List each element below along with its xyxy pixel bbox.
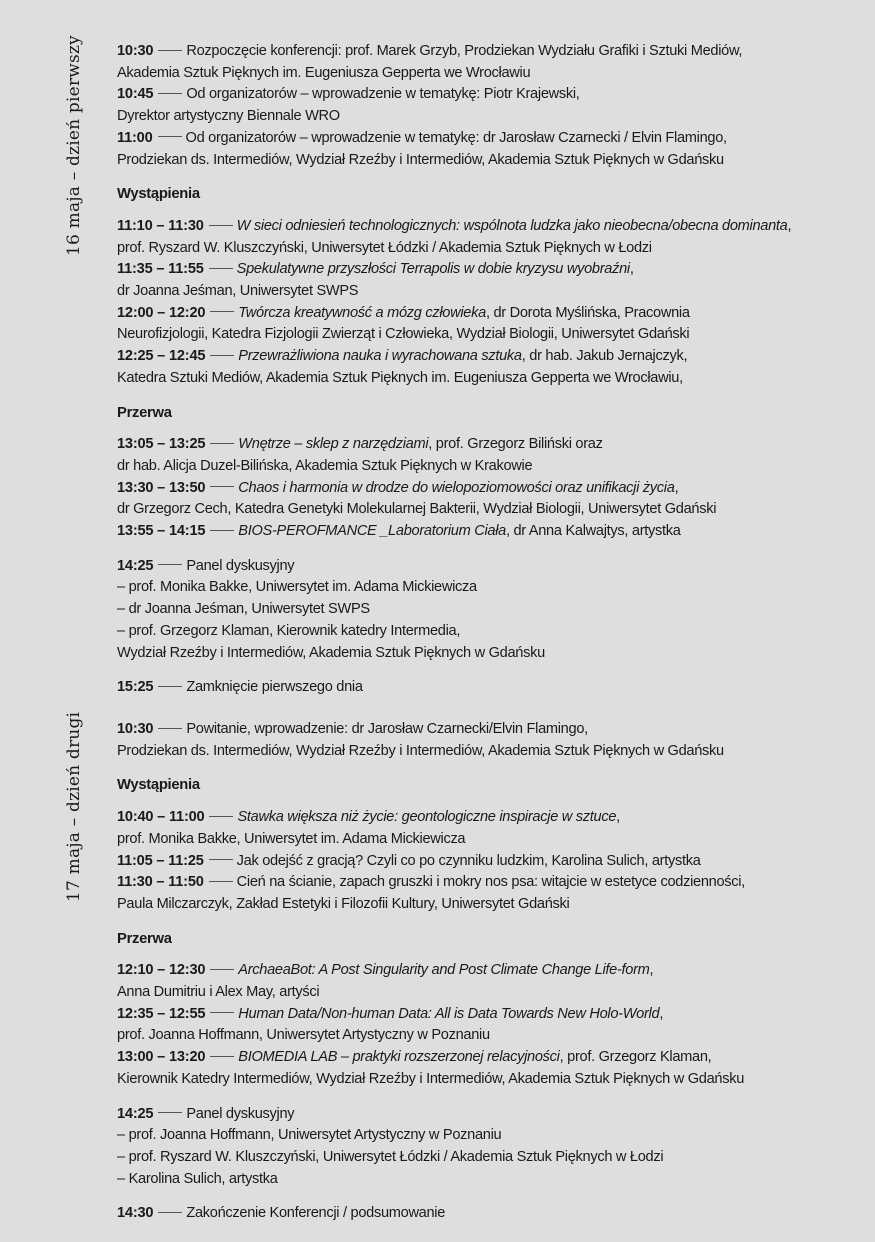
entry-time: 11:30 – 11:50 (117, 874, 204, 891)
talk-rest: , dr Anna Kalwajtys, artystka (505, 523, 681, 540)
section-heading-break: Przerwa (117, 930, 172, 947)
entry-time: 13:30 – 13:50 (117, 479, 206, 496)
entry-time: 13:00 – 13:20 (117, 1049, 206, 1066)
schedule-entry (117, 84, 857, 127)
entry-time: 12:00 – 12:20 (117, 304, 206, 321)
entry-text: Powitanie, wprowadzenie: dr Jarosław Czarnecki/Elvin Flamingo, (186, 721, 588, 737)
talk-speaker: prof. Ryszard W. Kluszczyński, Uniwersytet Łódzki / Akademia Sztuk Pięknych w Łodzi (117, 239, 652, 256)
entry-time: 14:25 (117, 557, 154, 574)
talk-entry (117, 960, 857, 1003)
panel-member: – prof. Ryszard W. Kluszczyński, Uniwersytet Łódzki / Akademia Sztuk Pięknych w Łodzi (117, 1148, 664, 1165)
entry-text: Od organizatorów – wprowadzenie w tematykę: dr Jarosław Czarnecki / Elvin Flamingo, (185, 129, 727, 146)
talk-rest: , dr hab. Jakub Jernajczyk, (521, 348, 688, 365)
talk-speaker: prof. Joanna Hoffmann, Uniwersytet Artystyczny w Poznaniu (117, 1027, 490, 1044)
panel-title: Panel dyskusyjny (186, 1105, 295, 1122)
talk-rest: , (659, 1005, 664, 1022)
talk-rest: , (649, 962, 654, 979)
talk-speaker: Katedra Sztuki Mediów, Akademia Sztuk Pięknych im. Eugeniusza Gepperta we Wrocławiu, (117, 369, 683, 386)
entry-text-cont: Prodziekan ds. Intermediów, Wydział Rzeźby i Intermediów, Akademia Sztuk Pięknych w Gdańsku (117, 742, 724, 759)
schedule-entry (117, 41, 857, 84)
entry-time: 10:45 (117, 86, 154, 103)
entry-text-cont: Dyrektor artystyczny Biennale WRO (117, 108, 340, 125)
entry-time: 11:05 – 11:25 (117, 852, 204, 869)
section-heading-talks: Wystąpienia (117, 186, 200, 203)
talk-entry (117, 303, 857, 346)
entry-time: 11:35 – 11:55 (117, 261, 204, 278)
entry-time: 11:00 (117, 129, 153, 146)
talk-entry (117, 807, 857, 850)
entry-time: 10:40 – 11:00 (117, 809, 205, 826)
talk-entry (117, 872, 857, 915)
talk-speaker: dr hab. Alicja Duzel-Bilińska, Akademia Sztuk Pięknych w Krakowie (117, 457, 533, 474)
talk-speaker: Neurofizjologii, Katedra Fizjologii Zwierząt i Człowieka, Wydział Biologii, Uniwersytet Gdański (117, 326, 690, 343)
talk-speaker: dr Grzegorz Cech, Katedra Genetyki Molekularnej Bakterii, Wydział Biologii, Uniwersytet Gdański (117, 501, 717, 518)
talk-rest: Cień na ścianie, zapach gruszki i mokry nos psa: witajcie w estetyce codzienności, (236, 874, 745, 891)
talk-entry (117, 1047, 857, 1090)
entry-text: Zamknięcie pierwszego dnia (186, 679, 363, 696)
entry-time: 12:10 – 12:30 (117, 962, 206, 979)
schedule-entry (117, 719, 857, 762)
talk-entry (117, 521, 857, 543)
talk-title: BIOS-PEROFMANCE _Laboratorium Ciała (238, 523, 506, 540)
entry-time: 15:25 (117, 679, 154, 696)
panel-title: Panel dyskusyjny (186, 557, 295, 574)
panel-member: – dr Joanna Jeśman, Uniwersytet SWPS (117, 601, 370, 618)
entry-time: 12:25 – 12:45 (117, 348, 206, 365)
entry-time: 11:10 – 11:30 (117, 217, 204, 234)
talk-entry (117, 259, 857, 302)
entry-time: 13:05 – 13:25 (117, 436, 206, 453)
panel-member: – prof. Joanna Hoffmann, Uniwersytet Artystyczny w Poznaniu (117, 1127, 502, 1144)
talk-rest: , (674, 479, 679, 496)
talk-entry (117, 434, 857, 477)
talk-rest: Jak odejść z gracją? Czyli co po czynniku ludzkim, Karolina Sulich, artystka (236, 852, 701, 869)
talk-entry (117, 851, 857, 873)
panel-member: – prof. Monika Bakke, Uniwersytet im. Adama Mickiewicza (117, 579, 477, 596)
closing-entry (117, 677, 857, 699)
talk-rest: , (616, 809, 620, 826)
talk-title: W sieci odniesień technologicznych: wspólnota ludzka jako nieobecna/obecna dominanta (236, 217, 788, 234)
day-one-label: 16 maja – dzień pierwszy (64, 35, 84, 256)
talk-rest: , prof. Grzegorz Klaman, (559, 1049, 712, 1066)
entry-time: 12:35 – 12:55 (117, 1005, 206, 1022)
talk-title: Twórcza kreatywność a mózg człowieka (238, 304, 486, 321)
section-heading-talks: Wystąpienia (117, 777, 200, 794)
talk-speaker: Kierownik Katedry Intermediów, Wydział Rzeźby i Intermediów, Akademia Sztuk Pięknych w Gdańsku (117, 1070, 745, 1087)
talk-speaker: Paula Milczarczyk, Zakład Estetyki i Filozofii Kultury, Uniwersytet Gdański (117, 895, 570, 912)
panel-entry (117, 1104, 857, 1191)
entry-text-cont: Akademia Sztuk Pięknych im. Eugeniusza Gepperta we Wrocławiu (117, 64, 531, 81)
talk-title: Human Data/Non-human Data: All is Data Towards New Holo-World (238, 1005, 660, 1022)
entry-text: Zakończenie Konferencji / podsumowanie (186, 1205, 446, 1222)
talk-rest: , (629, 261, 634, 278)
talk-title: Wnętrze – sklep z narzędziami (238, 436, 429, 453)
section-heading-break: Przerwa (117, 404, 172, 421)
panel-entry (117, 556, 857, 665)
talk-rest: , (787, 217, 792, 234)
panel-member: Wydział Rzeźby i Intermediów, Akademia Sztuk Pięknych w Gdańsku (117, 644, 545, 661)
schedule-entry (117, 128, 857, 171)
entry-time: 14:30 (117, 1205, 154, 1222)
entry-time: 10:30 (117, 721, 154, 737)
entry-time: 13:55 – 14:15 (117, 523, 206, 540)
entry-time: 10:30 (117, 43, 154, 59)
talk-speaker: Anna Dumitriu i Alex May, artyści (117, 984, 320, 1001)
entry-time: 14:25 (117, 1105, 154, 1122)
talk-title: Spekulatywne przyszłości Terrapolis w dobie kryzysu wyobraźni (236, 261, 630, 278)
talk-title: Przewrażliwiona nauka i wyrachowana sztuka (238, 348, 522, 365)
talk-rest: , prof. Grzegorz Biliński oraz (428, 436, 603, 453)
talk-title: ArchaeaBot: A Post Singularity and Post Climate Change Life-form (238, 962, 650, 979)
talk-title: BIOMEDIA LAB – praktyki rozszerzonej relacyjności (238, 1049, 560, 1066)
talk-rest: , dr Dorota Myślińska, Pracownia (485, 304, 690, 321)
entry-text: Rozpoczęcie konferencji: prof. Marek Grzyb, Prodziekan Wydziału Grafiki i Sztuki Mediów, (186, 43, 743, 59)
talk-entry (117, 216, 857, 259)
talk-entry (117, 346, 857, 389)
entry-text-cont: Prodziekan ds. Intermediów, Wydział Rzeźby i Intermediów, Akademia Sztuk Pięknych w Gdańsku (117, 151, 724, 168)
talk-speaker: dr Joanna Jeśman, Uniwersytet SWPS (117, 283, 359, 300)
talk-entry (117, 478, 857, 521)
day-two-schedule (117, 719, 857, 1225)
day-two-label: 17 maja – dzień drugi (64, 711, 84, 902)
entry-text: Od organizatorów – wprowadzenie w tematykę: Piotr Krajewski, (186, 86, 580, 103)
talk-speaker: prof. Monika Bakke, Uniwersytet im. Adama Mickiewicza (117, 830, 466, 847)
talk-entry (117, 1004, 857, 1047)
talk-title: Chaos i harmonia w drodze do wielopoziomowości oraz unifikacji życia (238, 479, 675, 496)
talk-title: Stawka większa niż życie: geontologiczne inspiracje w sztuce (237, 809, 617, 826)
panel-member: – Karolina Sulich, artystka (117, 1170, 278, 1187)
day-one-schedule (117, 41, 857, 699)
panel-member: – prof. Grzegorz Klaman, Kierownik katedry Intermedia, (117, 622, 461, 639)
closing-entry (117, 1203, 857, 1225)
